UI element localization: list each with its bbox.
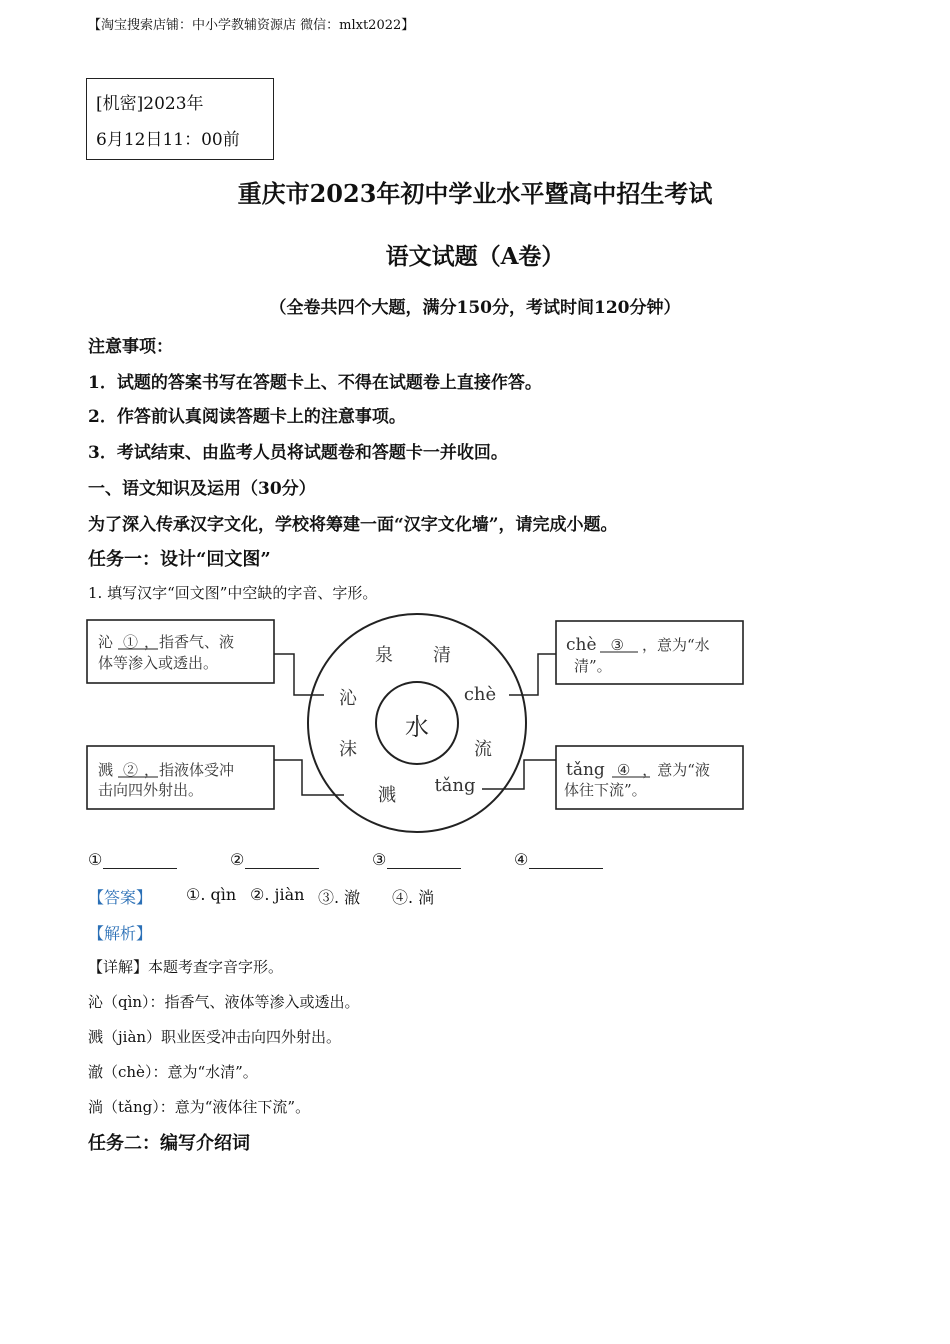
box2-mark: ② (123, 761, 139, 779)
box1-pre: 沁 (98, 633, 114, 651)
intro-text: 为了深入传承汉字文化，学校将筹建一面“汉字文化墙”，请完成小题。 (88, 515, 618, 535)
secret-box (86, 78, 274, 160)
connector-line (274, 654, 324, 695)
box4-pre: tǎng (566, 760, 605, 780)
ring-char: 清 (433, 645, 451, 666)
ring-char: tǎng (434, 775, 476, 796)
secret-line2: 6月12日11：00前 (96, 130, 240, 150)
answer-item: ①. qìn (186, 885, 237, 904)
section-heading: 一、语文知识及运用（30分） (88, 479, 316, 499)
box1-line2: 体等渗入或透出。 (98, 654, 219, 672)
ring-char: 流 (474, 739, 492, 760)
detail-line: 【详解】本题考查字音字形。 (88, 958, 284, 976)
box3-pre: chè (566, 635, 597, 655)
header-note: 【淘宝搜索店铺：中小学教辅资源店 微信：mlxt2022】 (88, 18, 415, 33)
ring-char: chè (463, 684, 497, 705)
notice-item: 3．考试结束、由监考人员将试题卷和答题卡一并收回。 (88, 443, 508, 463)
ring-char: 沁 (339, 688, 357, 709)
question1: 1. 填写汉字“回文图”中空缺的字音、字形。 (88, 584, 378, 602)
task1-heading: 任务一：设计“回文图” (88, 549, 271, 570)
task2-heading: 任务二：编写介绍词 (88, 1133, 250, 1154)
connector-line (482, 760, 556, 789)
exam-title: 重庆市2023年初中学业水平暨高中招生考试 (237, 179, 713, 208)
box3-mark: ③ (610, 636, 624, 654)
box2-line2: 击向四外射出。 (98, 781, 204, 799)
notice-heading: 注意事项： (88, 337, 173, 357)
answer-item: ④. 淌 (392, 888, 435, 907)
box4-mark: ④ (616, 761, 631, 779)
answer-label: 【答案】 (88, 888, 153, 907)
box1-post: ，指香气、液 (144, 633, 235, 651)
box3-post: ，意为“水 (641, 636, 710, 654)
analysis-label: 【解析】 (88, 924, 153, 943)
blank-2: ② (230, 850, 319, 869)
blank-4: ④ (514, 850, 603, 869)
detail-line: 淌（tǎng）：意为“液体往下流”。 (88, 1098, 311, 1116)
notice-item: 2．作答前认真阅读答题卡上的注意事项。 (88, 407, 406, 427)
huiwen-diagram (82, 605, 752, 840)
ring-char: 溅 (378, 785, 396, 806)
exam-subtitle: 语文试题（A卷） (385, 243, 565, 270)
box4-post: ，意为“液 (642, 761, 710, 779)
secret-line1: [机密]2023年 (96, 94, 204, 114)
ring-char: 沫 (339, 739, 357, 760)
info-box-1 (87, 620, 274, 683)
box4-line2: 体往下流”。 (564, 781, 647, 799)
box2-pre: 溅 (98, 761, 114, 779)
blank-1: ① (88, 850, 177, 869)
box2-post: ，指液体受冲 (144, 761, 235, 779)
blank-3: ③ (372, 850, 461, 869)
connector-line (509, 654, 556, 695)
box3-line2: 清”。 (574, 657, 612, 675)
detail-line: 溅（jiàn）职业医受冲击向四外射出。 (88, 1028, 342, 1046)
center-char: 水 (405, 713, 429, 741)
exam-info: （全卷共四个大题，满分150分，考试时间120分钟） (269, 298, 681, 318)
answer-item: ②. jiàn (250, 885, 305, 904)
detail-line: 澈（chè）：意为“水清”。 (88, 1063, 258, 1081)
detail-line: 沁（qìn）：指香气、液体等渗入或透出。 (88, 993, 360, 1011)
connector-line (274, 760, 344, 795)
box1-mark: ① (123, 633, 139, 651)
notice-item: 1．试题的答案书写在答题卡上、不得在试题卷上直接作答。 (88, 373, 542, 393)
ring-char: 泉 (375, 645, 393, 666)
answer-item: ③. 澈 (318, 888, 361, 907)
